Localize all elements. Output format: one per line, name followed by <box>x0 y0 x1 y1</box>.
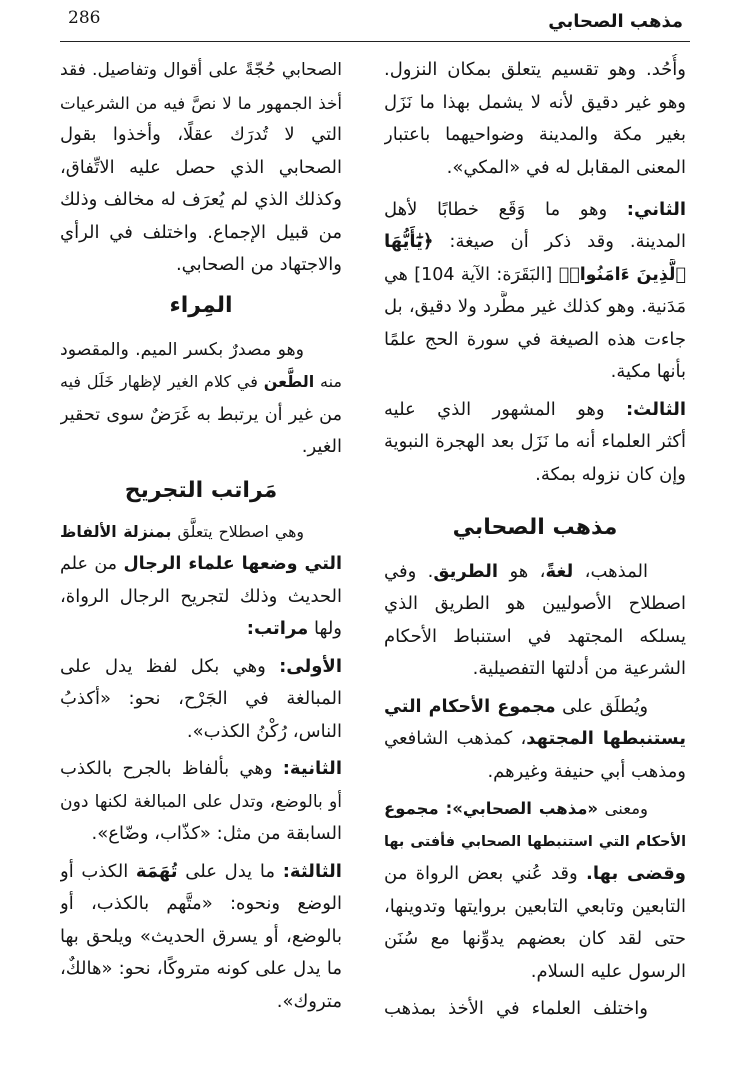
text-segment: وهي بكل لفظ يدل على <box>60 655 280 677</box>
paragraph <box>60 651 342 749</box>
text-line <box>384 556 686 589</box>
text-segment: الوضع ونحوه: «متَّهم بالكذب، أو <box>60 893 342 915</box>
text-line <box>60 953 342 986</box>
bold-term: يستنبطها المجتهد <box>526 728 686 750</box>
text-segment: الناس، رُكْنُ الكذب». <box>186 720 342 742</box>
bold-term: الثالث: <box>625 398 686 420</box>
text-segment: ومعنى <box>598 799 648 819</box>
right-column <box>384 54 686 1026</box>
paragraph <box>384 394 686 492</box>
text-segment: السابقة من مثل: «كذّاب، وضّاع». <box>91 823 342 845</box>
text-segment: وقد عُني بعض الرواة من <box>384 863 586 885</box>
bold-term: بمنزلة الألفاظ <box>60 521 172 541</box>
text-segment: ما يدل على <box>177 860 283 882</box>
text-line <box>384 993 686 1026</box>
text-segment: التي لا تُدرَك عقلًا، وأخذوا بقول <box>60 124 342 145</box>
text-line <box>384 152 686 185</box>
text-segment: وهو المشهور الذي عليه <box>384 398 626 420</box>
section-heading: المِراء <box>169 293 233 318</box>
text-segment: ولها <box>308 618 342 640</box>
text-segment: مَدَنية. وهو كذلك غير مطَّرد ولا دقيق، بل <box>384 296 686 317</box>
header-rule <box>60 41 690 42</box>
text-line <box>60 548 342 581</box>
section-heading: مَراتب التجريح <box>124 478 278 503</box>
text-segment: الغير. <box>301 436 342 458</box>
text-segment: المذهب، <box>573 560 648 582</box>
text-segment: وكذلك الذي لم يُعرَف له مخالف وذلك <box>60 189 342 210</box>
text-line <box>60 334 342 367</box>
text-line <box>384 923 686 956</box>
text-segment: وأُحُد. وهو تقسيم يتعلق بمكان النزول. <box>384 59 686 80</box>
bold-term: الأحكام التي استنبطها الصحابي فأفتى بها <box>384 833 686 850</box>
bold-term: تُهَمَة <box>135 860 178 882</box>
paragraph <box>384 691 686 789</box>
text-line <box>384 956 686 989</box>
text-segment: الشرعية من أدلتها التفصيلية. <box>472 658 686 680</box>
paragraph <box>60 516 342 646</box>
bold-term: مجموع الأحكام التي <box>384 696 556 717</box>
text-segment: أكثر العلماء أنه ما نَزَل بعد الهجرة النبوية <box>384 431 686 452</box>
text-line <box>60 249 342 282</box>
text-line <box>60 921 342 954</box>
text-segment: وهو ما وَقَع خطابًا لأهل <box>384 198 627 220</box>
bold-term: وقضى بها. <box>585 863 686 885</box>
text-segment: متروك». <box>276 990 342 1012</box>
bold-term: الأولى: <box>279 655 342 677</box>
text-line <box>60 431 342 464</box>
paragraph <box>384 194 686 389</box>
text-line <box>60 54 342 87</box>
text-line <box>384 793 686 826</box>
text-line <box>384 87 686 120</box>
text-line <box>384 226 686 259</box>
bold-term: الثالثة: <box>282 860 342 882</box>
text-segment: ما يدل على كونه متروكًا، نحو: «هالكٌ، <box>60 958 342 980</box>
text-line <box>60 516 342 549</box>
paragraph <box>60 753 342 851</box>
text-segment: والاجتهاد من الصحابي. <box>175 254 342 275</box>
bold-term: الثاني: <box>626 198 686 220</box>
paragraph <box>60 54 342 282</box>
text-line <box>60 986 342 1019</box>
text-line <box>384 723 686 756</box>
text-line <box>384 621 686 654</box>
text-line <box>384 324 686 357</box>
paragraph <box>60 334 342 464</box>
text-line <box>60 786 342 819</box>
text-segment: وهي بألفاظ بالجرح بالكذب <box>60 758 283 780</box>
text-segment: حتى لقد كان بعضهم يدوِّنها مع سُنَن <box>384 928 686 950</box>
text-line <box>60 152 342 185</box>
text-segment: يسلكه المجتهد في استنباط الأحكام <box>384 625 686 647</box>
bold-term: مراتب: <box>246 618 309 640</box>
text-line <box>384 653 686 686</box>
bold-term: التي وضعها علماء الرجال <box>123 554 342 575</box>
paragraph <box>384 54 686 184</box>
text-segment: بأنها مكية. <box>610 361 686 382</box>
paragraph <box>384 793 686 988</box>
text-segment: وهو غير دقيق لأنه لا يشمل بهذا ما نَزَل <box>384 91 686 113</box>
text-segment: ، هو <box>498 560 546 582</box>
text-segment: وهي اصطلاح يتعلَّق <box>171 521 305 541</box>
text-segment: أو بالوضع، وتدل على المبالغة لكنها دون <box>60 791 342 812</box>
text-segment: في كلام الغير لإظهار خَلَل فيه <box>60 372 264 392</box>
bold-term: الطَّعن <box>263 372 315 392</box>
text-line <box>60 87 342 120</box>
bold-term: الثانية: <box>282 758 342 780</box>
text-segment: . وفي <box>384 560 434 582</box>
text-line <box>384 119 686 152</box>
text-segment: من قبيل الإجماع. واختلف في الرأي <box>60 221 342 243</box>
page-number: 286 <box>68 8 101 28</box>
text-segment: الحديث وذلك لتجريح الرجال الرواة، <box>60 585 342 607</box>
text-line <box>60 399 342 432</box>
text-line <box>60 888 342 921</box>
text-segment: جاءت هذه الصيغة في سورة الحج علمًا <box>384 328 686 350</box>
text-segment: اصطلاح الأصوليين هو الطريق الذي <box>384 593 686 615</box>
text-segment: [البَقَرَة: الآية 104] هي <box>384 264 559 285</box>
text-line <box>60 753 342 786</box>
text-line <box>384 588 686 621</box>
text-line <box>60 581 342 614</box>
text-line <box>384 459 686 492</box>
quran-verse: ﴿يَٰٓأَيُّهَا <box>384 231 434 252</box>
text-line <box>384 54 686 87</box>
text-segment: ويُطلَق على <box>555 696 648 717</box>
text-segment: بغير مكة والمدينة وضواحيهما باعتبار <box>384 124 686 145</box>
bold-term: «مذهب الصحابي»: مجموع <box>384 799 599 819</box>
text-segment: المبالغة في الجَرْح، نحو: «أكذبُ <box>60 688 342 710</box>
text-segment: الصحابي الذي حصل عليه الاتِّفاق، <box>60 156 342 178</box>
bold-term: الطريق <box>433 560 499 582</box>
text-segment: منه <box>314 372 342 392</box>
text-segment: واختلف العلماء في الأخذ بمذهب <box>384 998 648 1020</box>
text-line <box>384 891 686 924</box>
text-segment: من غير أن يرتبط به غَرَضٌ سوى تحقير <box>60 404 342 425</box>
paragraph <box>60 856 342 1019</box>
text-segment: وإن كان نزوله بمكة. <box>535 463 686 485</box>
text-segment: أخذ الجمهور ما لا نصَّ فيه من الشرعيات <box>60 92 342 113</box>
text-line <box>60 683 342 716</box>
text-line <box>60 366 342 399</box>
text-line <box>384 691 686 724</box>
text-line <box>60 856 342 889</box>
quran-verse: ٱلَّذِينَ ءَامَنُوا۟﴾ <box>558 264 686 285</box>
section-heading: مذهب الصحابي <box>452 515 618 540</box>
text-line <box>60 613 342 646</box>
text-line <box>384 194 686 227</box>
text-line <box>384 356 686 389</box>
paragraph <box>384 993 686 1026</box>
text-line <box>60 184 342 217</box>
left-column <box>60 54 342 1018</box>
text-segment: بالوضع، أو يسرق الحديث» ويلحق بها <box>60 925 342 947</box>
text-line <box>60 818 342 851</box>
text-line <box>384 858 686 891</box>
text-line <box>60 119 342 152</box>
text-line <box>384 426 686 459</box>
text-segment: المدينة. وقد ذكر أن صيغة: <box>433 231 686 252</box>
paragraph <box>384 556 686 686</box>
text-line <box>60 651 342 684</box>
bold-term: لغةً <box>545 560 574 582</box>
text-segment: ، كمذهب الشافعي <box>384 728 527 750</box>
running-title: مذهب الصحابي <box>548 11 683 32</box>
text-line <box>384 394 686 427</box>
text-line <box>60 716 342 749</box>
text-line <box>384 291 686 324</box>
text-segment: ومذهب أبي حنيفة وغيرهم. <box>487 760 686 782</box>
text-segment: المعنى المقابل له في «المكي». <box>446 156 686 178</box>
text-line <box>384 756 686 789</box>
text-segment: وهو مصدرٌ بكسر الميم. والمقصود <box>60 339 304 360</box>
text-segment: الكذب أو <box>60 860 136 882</box>
text-segment: الرسول عليه السلام. <box>530 960 686 982</box>
text-segment: التابعين وتابعي التابعين بروايتها وتدوينها، <box>384 895 686 917</box>
text-line <box>60 217 342 250</box>
text-segment: الصحابي حُجّةً على أقوال وتفاصيل. فقد <box>60 60 342 80</box>
text-line <box>384 259 686 292</box>
text-line <box>384 826 686 859</box>
text-segment: من علم <box>60 554 124 575</box>
